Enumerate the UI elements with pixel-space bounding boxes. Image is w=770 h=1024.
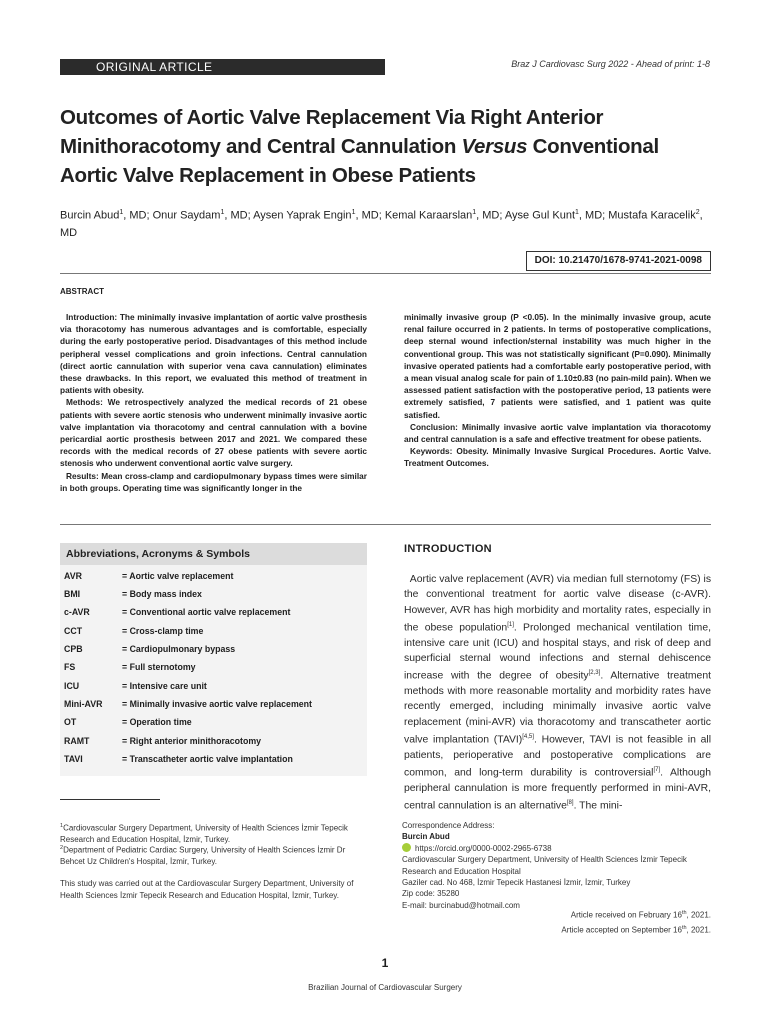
footnote-affiliation-2 xyxy=(60,843,370,868)
abstract-conclusion: Conclusion: Minimally invasive aortic valve implantation via thoracotomy and central cannulation is a safe and effective treatment for obese patients. xyxy=(404,421,711,445)
intro-text-segment: . Prolonged mechanical ventilation time, intensive care unit (ICU) and hospital stays, and risk of deep and superficial sternal wound infections and sternal dehiscence increase with the degree of obesity xyxy=(404,622,712,682)
abbreviation-definition: = Transcatheter aortic valve implantation xyxy=(122,754,293,764)
author-affiliation: 1 xyxy=(119,209,124,216)
footnote-study-location: This study was carried out at the Cardiovascular Surgery Department, University of Health Sciences İzmir Tepecik Research and Education Hospital, İzmir, Turkey. xyxy=(60,879,354,900)
footnote-divider xyxy=(60,799,160,800)
abbreviation-definition: = Cross-clamp time xyxy=(122,626,204,636)
abbreviation-row xyxy=(64,732,364,750)
abstract-heading: ABSTRACT xyxy=(60,287,104,296)
author-name: Onur Saydam xyxy=(152,209,221,222)
correspondence-name: Burcin Abud xyxy=(402,832,450,842)
intro-text-segment: Aortic valve replacement (AVR) via median full sternotomy (FS) is the conventional treatment for aortic valve disease (c-AVR). However, AVR has high morbidity and mortality rates, especially in the obese population xyxy=(404,574,712,634)
author-affiliation: 1 xyxy=(575,209,579,216)
intro-text-segment: . However, TAVI is not feasible in all patients, perioperative and postoperative complications are common, and long-term durability is controversial xyxy=(404,734,711,779)
author-name: Ayse Gul Kunt xyxy=(504,209,576,222)
received-date xyxy=(561,907,711,922)
abbreviation-definition: = Aortic valve replacement xyxy=(122,571,234,581)
title-part2: Conventional Aortic Valve Replacement in Obese Patients xyxy=(60,135,659,187)
abbreviation-row xyxy=(64,585,364,603)
abbreviations-heading: Abbreviations, Acronyms & Symbols xyxy=(60,543,367,565)
abbreviation-term: AVR xyxy=(64,571,82,581)
title-italic: Versus xyxy=(461,135,528,158)
footnote-text: Cardiovascular Surgery Department, University of Health Sciences İzmir Tepecik Research and Education Hospital, İzmir, Turkey. xyxy=(60,823,348,845)
abbreviation-row xyxy=(64,677,364,695)
author-affiliation: 2 xyxy=(695,209,700,216)
correspondence-block xyxy=(402,820,712,911)
author-suffix: , MD xyxy=(60,209,703,239)
citation-ref[interactable]: [2,3] xyxy=(588,670,601,677)
author-name: Aysen Yaprak Engin xyxy=(253,209,352,222)
footnote-text: Department of Pediatric Cardiac Surgery, University of Health Sciences İzmir Dr Behcet Uz Children's Hospital, İzmir, Turkey. xyxy=(60,845,346,867)
abbreviation-definition: = Full sternotomy xyxy=(122,662,196,672)
intro-text-segment: . The mini- xyxy=(573,800,623,812)
author-suffix: , MD; xyxy=(224,209,254,222)
author-name: Kemal Karaarslan xyxy=(384,209,473,222)
abbreviation-row xyxy=(64,713,364,731)
introduction-paragraph xyxy=(404,572,711,814)
doi-link[interactable]: DOI: 10.21470/1678-9741-2021-0098 xyxy=(526,251,711,271)
abstract-column-left xyxy=(60,311,367,494)
citation-ref[interactable]: [7] xyxy=(653,766,661,773)
journal-reference: Braz J Cardiovasc Surg 2022 - Ahead of print: 1-8 xyxy=(511,59,710,69)
author-list xyxy=(60,204,720,242)
section-divider xyxy=(60,524,711,525)
abbreviation-definition: = Operation time xyxy=(122,717,192,727)
footnote-marker: 2 xyxy=(60,845,64,851)
abbreviation-term: CPB xyxy=(64,644,83,654)
ordinal-suffix: th xyxy=(681,924,687,931)
abbreviation-definition: = Right anterior minithoracotomy xyxy=(122,736,262,746)
accepted-text: Article accepted on September 16 xyxy=(561,925,682,935)
abstract-introduction: Introduction: The minimally invasive implantation of aortic valve prosthesis via thoracotomy has numerous advantages and is comfortable, especially during the early postoperative period. Disadvantages of this method include peripheral vessel complications and groin infections. Central cannulation (direct aortic cannulation with superior vena cava cannulation) eliminates these drawbacks. In this report, we evaluated this method of treatment in patients with obesity. xyxy=(60,312,367,396)
correspondence-label: Correspondence Address: xyxy=(402,821,495,830)
footnote-marker: 1 xyxy=(60,823,64,829)
accepted-date xyxy=(561,922,711,937)
citation-ref[interactable]: [4,5] xyxy=(522,733,534,740)
abbreviation-term: FS xyxy=(64,662,76,672)
correspondence-line: Gaziler cad. No 468, İzmir Tepecik Hastanesi İzmir, İzmir, Turkey xyxy=(402,878,631,888)
abbreviation-definition: = Conventional aortic valve replacement xyxy=(122,607,291,617)
abbreviation-term: BMI xyxy=(64,589,81,599)
intro-text-segment: . Although peripheral cannulation is more frequently performed in mini-AVR, central cannulation is an alternative xyxy=(404,767,711,812)
abbreviation-term: Mini-AVR xyxy=(64,699,103,709)
author-affiliation: 1 xyxy=(472,209,477,216)
introduction-heading: INTRODUCTION xyxy=(404,543,492,555)
abbreviation-row xyxy=(64,567,364,585)
abbreviation-term: CCT xyxy=(64,626,83,636)
abbreviation-term: ICU xyxy=(64,681,80,691)
doi-divider xyxy=(60,273,711,274)
accepted-year: , 2021. xyxy=(686,925,711,935)
citation-ref[interactable]: [1] xyxy=(507,621,514,628)
author-name: Mustafa Karacelik xyxy=(608,209,696,222)
author-suffix: , MD; xyxy=(355,209,385,222)
author-name: Burcin Abud xyxy=(60,209,120,222)
abbreviation-definition: = Minimally invasive aortic valve replacement xyxy=(122,699,312,709)
orcid-row xyxy=(402,843,712,854)
title-part1: Outcomes of Aortic Valve Replacement Via Right Anterior Minithoracotomy and Central Cannulation xyxy=(60,106,604,158)
abstract-results-cont: minimally invasive group (P <0.05). In the minimally invasive group, acute renal failure occurred in 2 patients. In terms of postoperative complications, deep sternal wound infection/sternal instability was much higher in the conventional group. This was not statistically significant (P=0.090). Minimally invasive operated patients had a comfortable early postoperative period, with a mean visual analog scale for pain of 1.10±0.83 (no pain-mild pain). When we assessed patient satisfaction with the postoperative period, 13 patients were extremely satisfied, 7 patients were satisfied, and 1 patient was quite satisfied. xyxy=(404,312,711,420)
received-text: Article received on February 16 xyxy=(570,910,682,920)
abbreviation-row xyxy=(64,658,364,676)
orcid-icon xyxy=(402,843,411,852)
abbreviation-definition: = Cardiopulmonary bypass xyxy=(122,644,236,654)
abstract-methods: Methods: We retrospectively analyzed the medical records of 21 obese patients with severe aortic stenosis who underwent minimally invasive aortic valve implantation via thoracotomy and central cannulation with a bovine pericardial aortic prosthesis between 2017 and 2021. We compared these records with the medical records of 27 obese patients with severe aortic stenosis who underwent conventional aortic valve surgery. xyxy=(60,397,367,469)
author-suffix: , MD; xyxy=(476,209,505,222)
abbreviation-row xyxy=(64,640,364,658)
correspondence-line: Cardiovascular Surgery Department, University of Health Sciences İzmir Tepecik Research and Education Hospital xyxy=(402,855,687,876)
article-type-tag: ORIGINAL ARTICLE xyxy=(60,59,385,75)
abbreviation-term: RAMT xyxy=(64,736,90,746)
ordinal-suffix: th xyxy=(681,910,687,916)
received-year: , 2021. xyxy=(686,910,711,920)
abbreviation-row xyxy=(64,695,364,713)
author-suffix: , MD; xyxy=(578,209,609,222)
abbreviation-definition: = Intensive care unit xyxy=(122,681,207,691)
abbreviation-row xyxy=(64,750,364,768)
article-title xyxy=(60,103,720,190)
abbreviation-row xyxy=(64,603,364,621)
abstract-column-right xyxy=(404,311,711,470)
abbreviation-definition: = Body mass index xyxy=(122,589,202,599)
abbreviation-row xyxy=(64,622,364,640)
correspondence-line: Zip code: 35280 xyxy=(402,889,460,899)
abstract-results: Results: Mean cross-clamp and cardiopulmonary bypass times were similar in both groups. Operating time was significantly longer in the xyxy=(60,470,367,493)
journal-footer: Brazilian Journal of Cardiovascular Surgery xyxy=(308,983,462,992)
orcid-link[interactable]: https://orcid.org/0000-0002-2965-6738 xyxy=(415,843,552,853)
intro-text-segment: . Alternative treatment methods with more reasonable mortality and morbidity rates have recently emerged, including minimally invasive aortic valve replacement (mini-AVR) via thoracotomy and transcatheter aortic valve implantation (TAVI) xyxy=(404,670,711,746)
page-number: 1 xyxy=(381,956,389,970)
article-dates xyxy=(561,907,711,936)
abbreviation-term: OT xyxy=(64,717,77,727)
abbreviation-term: TAVI xyxy=(64,754,83,764)
author-affiliation: 1 xyxy=(351,209,356,216)
correspondence-email[interactable]: E-mail: burcinabud@hotmail.com xyxy=(402,900,520,910)
abbreviation-term: c-AVR xyxy=(64,607,90,617)
citation-ref[interactable]: [8] xyxy=(566,800,574,807)
footnote-affiliation-1 xyxy=(60,821,370,846)
author-affiliation: 1 xyxy=(220,209,225,216)
abstract-keywords: Keywords: Obesity. Minimally Invasive Surgical Procedures. Aortic Valve. Treatment Outcomes. xyxy=(404,446,711,469)
author-suffix: , MD; xyxy=(123,209,153,222)
